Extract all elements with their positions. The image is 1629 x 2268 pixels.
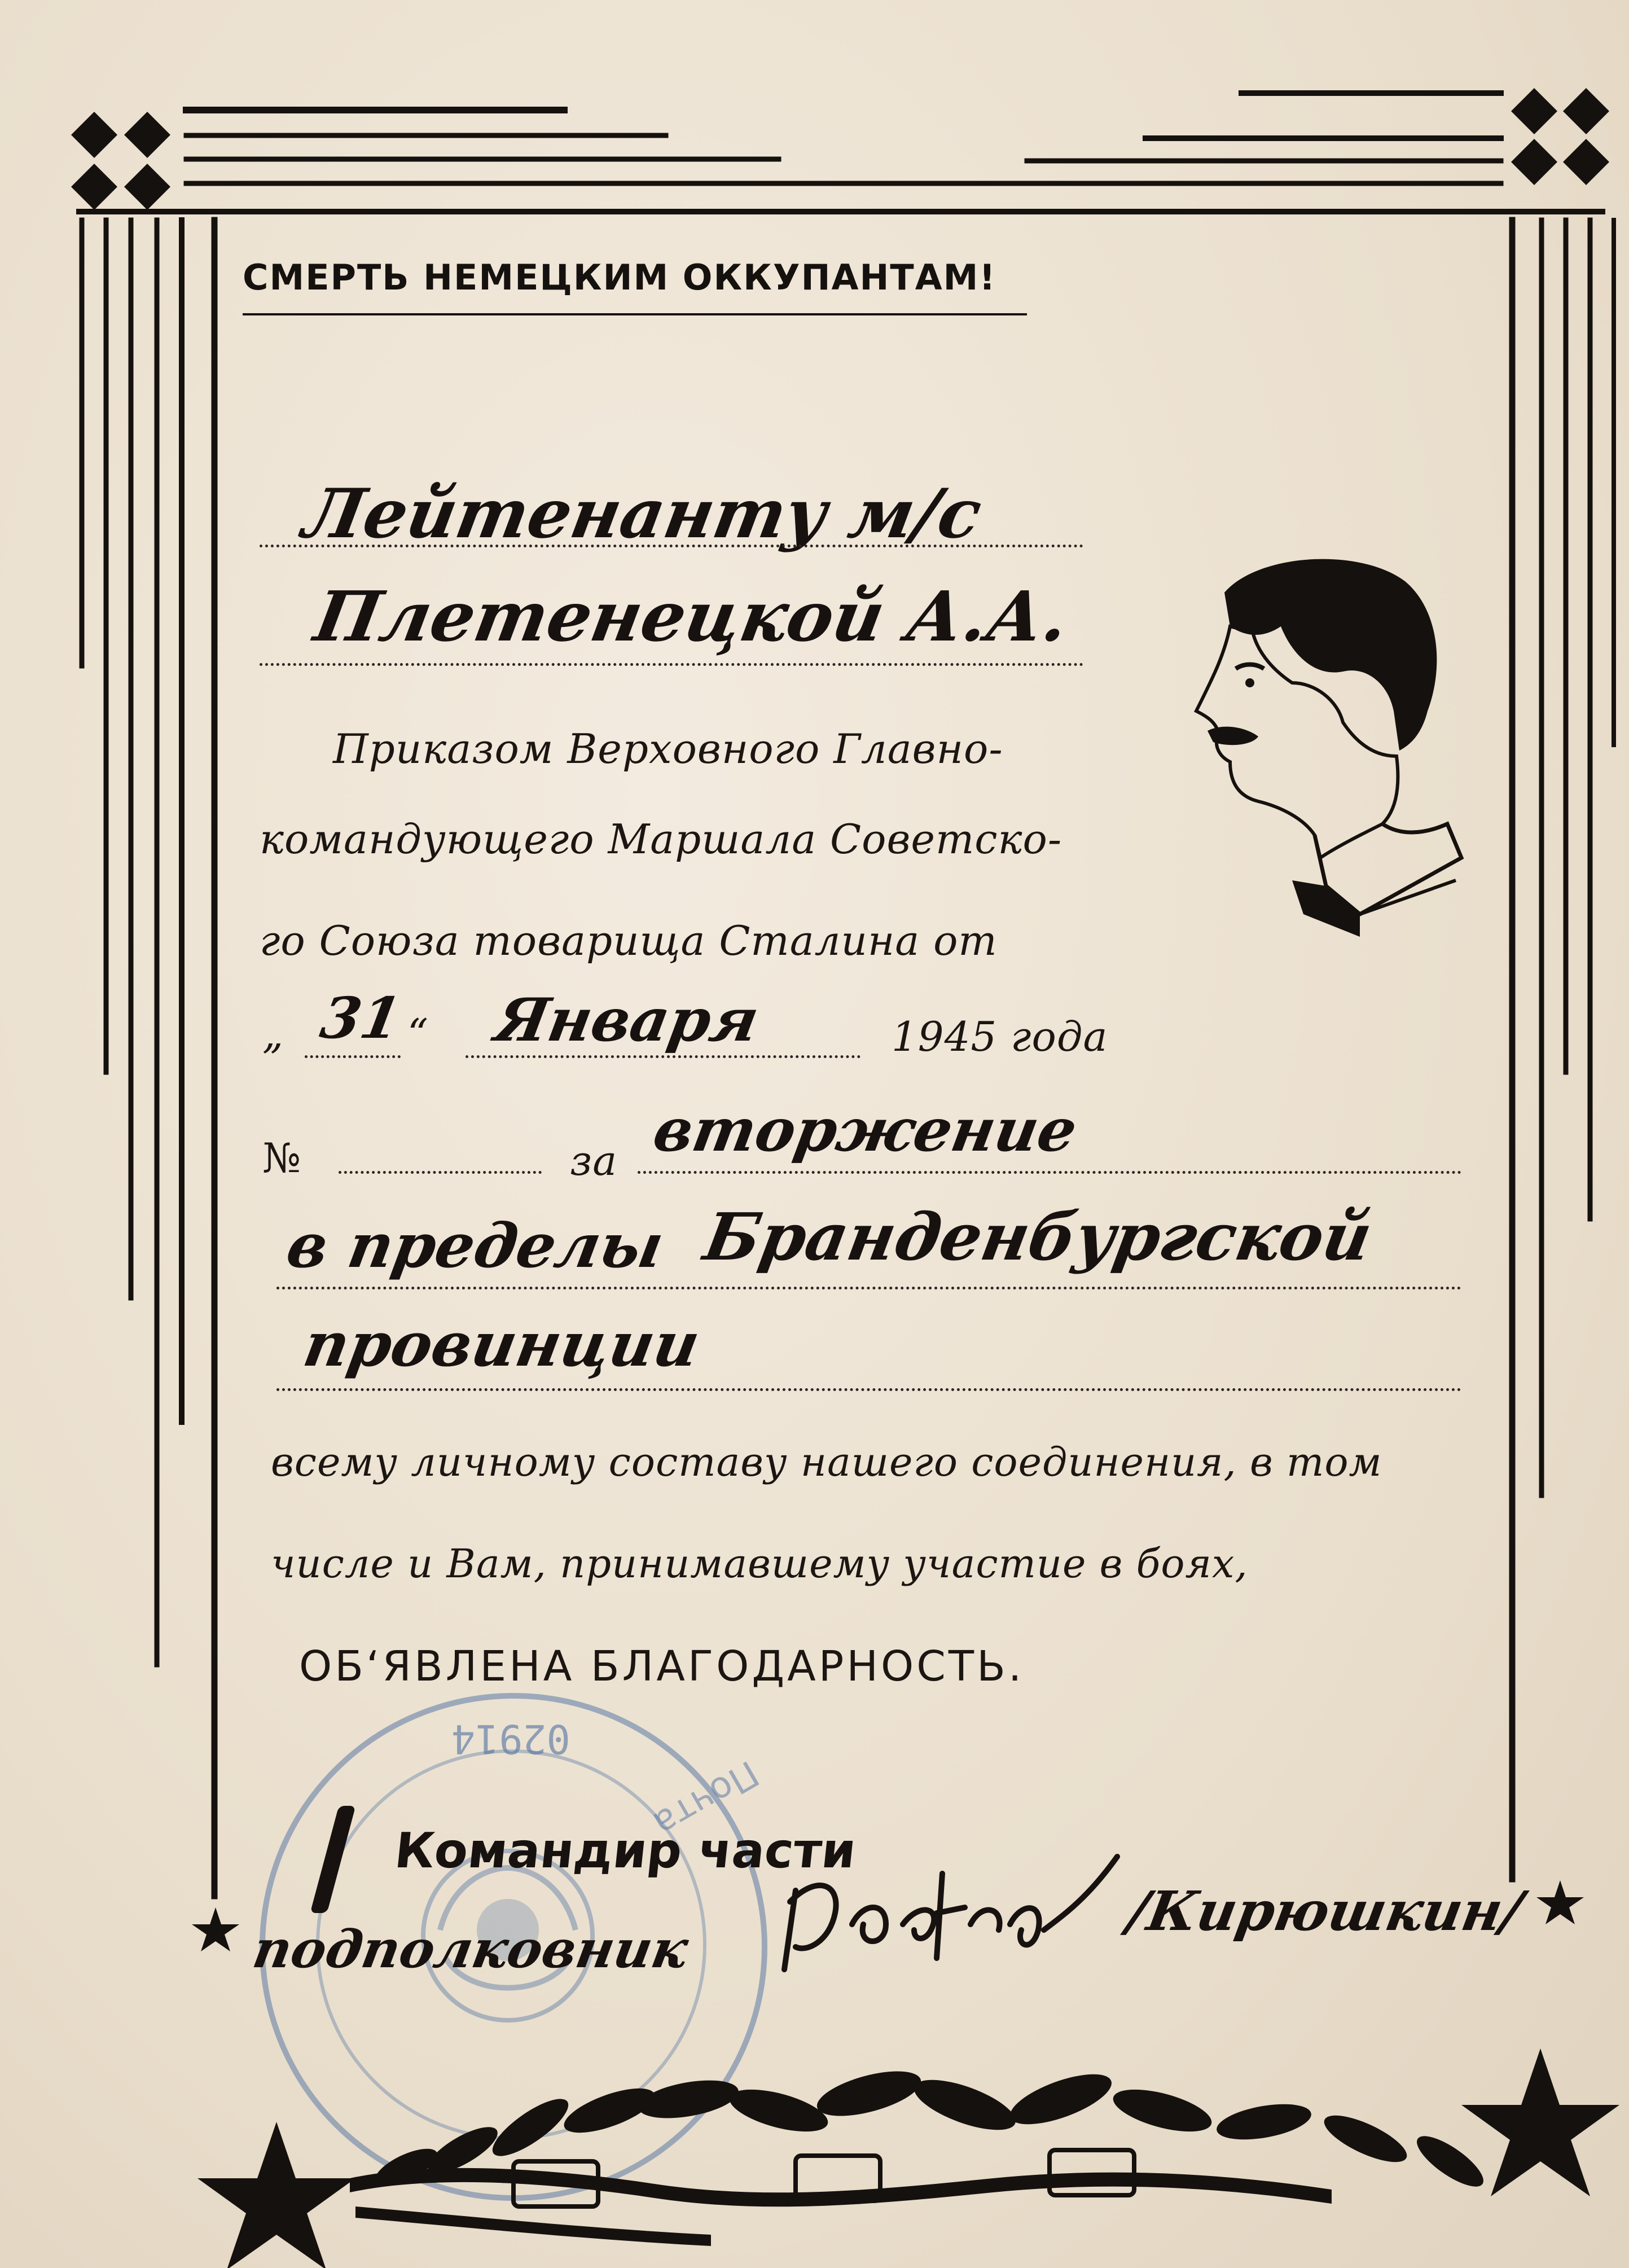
reason-line-2b: Бранденбургской (699, 1199, 1377, 1275)
small-star-left (192, 1907, 239, 1951)
reason-line-2a: в пределы (281, 1210, 669, 1282)
reason-dotted-line-1 (638, 1171, 1461, 1174)
reason-dotted-line-3 (276, 1388, 1461, 1391)
order-text-line-2: командующего Маршала Советско- (260, 815, 1062, 863)
stamp-text: Почта (646, 1752, 766, 1845)
diamond-ornament-top-left (71, 112, 170, 210)
name-dotted-line (260, 663, 1083, 666)
commander-rank: подполковник (248, 1919, 693, 1980)
for-word: за (570, 1137, 618, 1185)
thanks-announcement: ОБ‘ЯВЛЕНА БЛАГОДАРНОСТЬ. (299, 1642, 1025, 1691)
portrait-illustration (1174, 542, 1467, 948)
date-close-quote: “ (407, 1010, 429, 1058)
reason-dotted-line-2 (276, 1287, 1461, 1289)
reason-line-1: вторжение (648, 1095, 1083, 1165)
date-open-quote: „ (262, 1010, 284, 1058)
order-text-line-3: го Союза товарища Сталина от (260, 917, 998, 964)
body-text-line-2: числе и Вам, принимавшему участие в боях, (271, 1541, 1248, 1587)
commander-name: /Кирюшкин/ (1123, 1879, 1527, 1943)
date-year: 1945 года (892, 1013, 1108, 1060)
number-dotted-line (339, 1171, 542, 1174)
commander-title: Командир части (392, 1823, 859, 1879)
diamond-ornament-top-right (1511, 88, 1609, 185)
body-text-line-1: всему личному составу нашего соединения, в том (271, 1439, 1382, 1485)
slogan-header: СМЕРТЬ НЕМЕЦКИМ ОККУПАНТАМ! (243, 257, 996, 298)
number-sign: № (262, 1134, 302, 1182)
small-star-right (1536, 1880, 1584, 1924)
stamp-number: 02914 (451, 1716, 570, 1762)
rank-dotted-line (260, 545, 1083, 547)
handwritten-signature (773, 1840, 1134, 1986)
order-text-line-1: Приказом Верховного Главно- (333, 725, 1003, 773)
laurel-wreath-ornament (316, 2048, 1501, 2252)
reason-line-3: провинции (298, 1309, 705, 1380)
date-month: Января (490, 985, 765, 1055)
recipient-name: Плетенецкой А.А. (309, 576, 1075, 657)
slogan-underline (243, 313, 1027, 315)
month-dotted-line (466, 1055, 860, 1058)
date-day: 31 (315, 985, 406, 1051)
day-dotted-line (305, 1055, 401, 1058)
recipient-rank: Лейтенанту м/с (297, 474, 987, 554)
